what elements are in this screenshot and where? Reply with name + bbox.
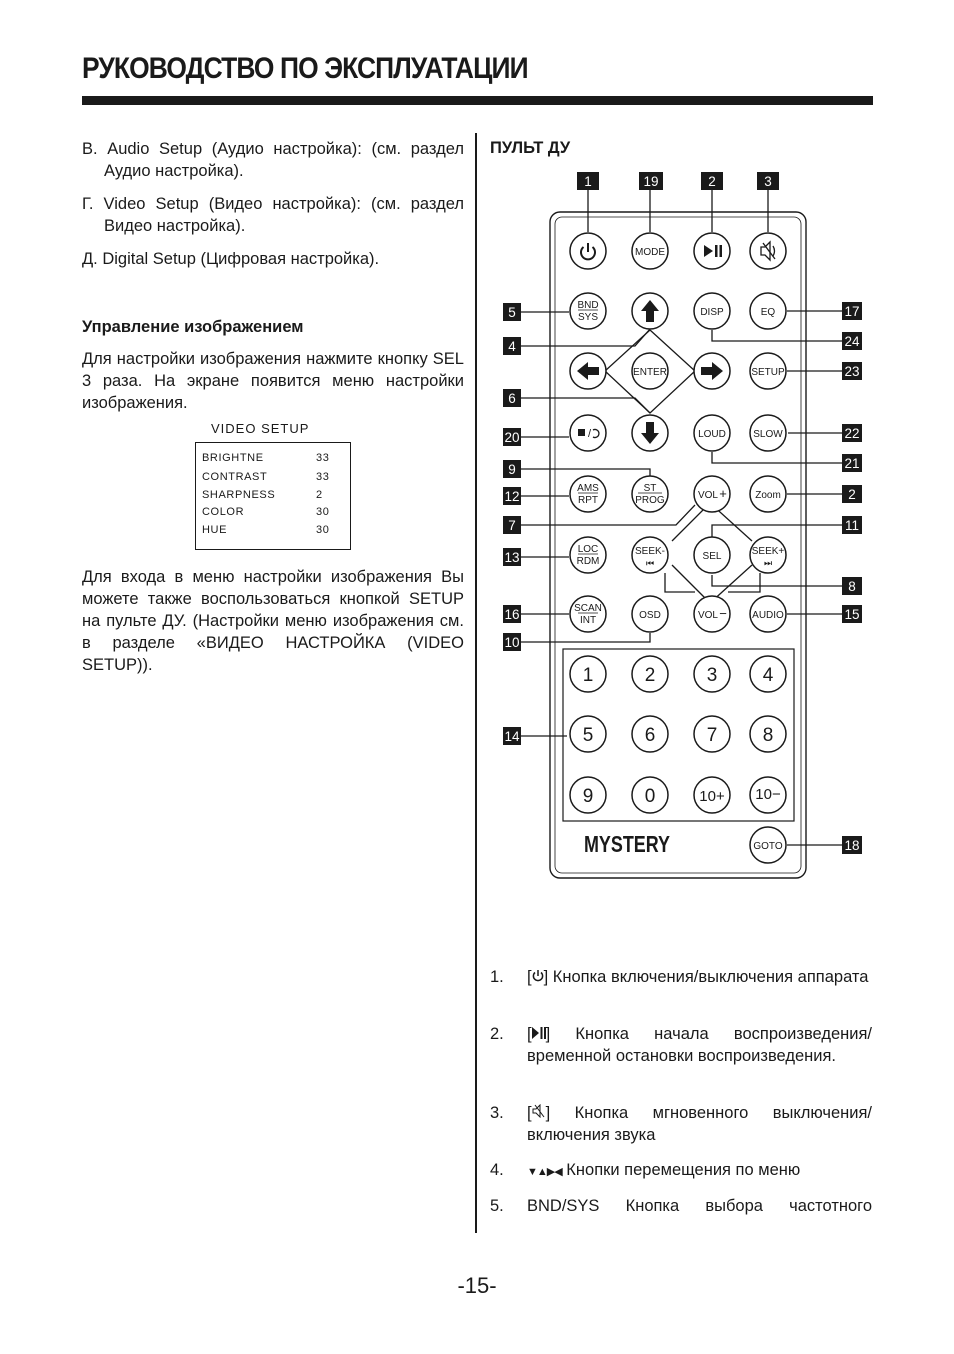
vol-up-label: VOL bbox=[697, 490, 719, 501]
callout-label: 6 bbox=[508, 391, 516, 406]
setup-item-video: Г. Video Setup (Видео настройка): (см. раздел Видео настройка). bbox=[82, 195, 464, 235]
rpt-label: RPT bbox=[578, 495, 598, 506]
page-number: -15- bbox=[457, 1273, 497, 1298]
sel-label: SEL bbox=[702, 551, 722, 562]
goto-label: GOTO bbox=[753, 841, 783, 852]
scan-int-button bbox=[570, 596, 606, 632]
seek-plus-label: SEEK+ bbox=[751, 546, 785, 557]
video-setup-row: COLOR 30 bbox=[202, 506, 330, 518]
seek-minus-label: SEEK- bbox=[634, 546, 666, 557]
callout-label: 19 bbox=[643, 174, 659, 189]
callout-label: 15 bbox=[844, 607, 860, 622]
callout-label: 10 bbox=[504, 635, 520, 650]
digit-label: 4 bbox=[762, 665, 774, 686]
remote-heading: ПУЛЬТ ДУ bbox=[490, 139, 571, 157]
callout-label: 4 bbox=[508, 339, 516, 354]
video-setup-title: VIDEO SETUP bbox=[211, 421, 310, 436]
callout-label: 14 bbox=[504, 729, 520, 744]
digit-label: 6 bbox=[644, 725, 656, 746]
callout-label: 2 bbox=[848, 487, 856, 502]
digit-label: 8 bbox=[762, 725, 774, 746]
digit-label: 2 bbox=[644, 665, 656, 686]
image-intro: Для настройки изображения нажмите кнопку SEL 3 раза. На экране появится меню настройки изображения. bbox=[82, 350, 464, 412]
power-icon bbox=[532, 969, 544, 982]
callout-label: 1 bbox=[584, 174, 592, 189]
osd-label: OSD bbox=[639, 610, 661, 621]
scan-label: SCAN bbox=[574, 603, 602, 614]
loud-label: LOUD bbox=[698, 429, 726, 440]
header-rule bbox=[82, 96, 873, 105]
bnd-sys-button bbox=[570, 293, 606, 329]
setup-item-audio: В. Audio Setup (Аудио настройка): (см. раздел Аудио настройка). bbox=[82, 140, 464, 180]
rdm-label: RDM bbox=[576, 556, 600, 567]
callout-label: 2 bbox=[708, 174, 716, 189]
ams-rpt-button bbox=[570, 476, 606, 512]
callout-label: 13 bbox=[504, 550, 520, 565]
mute-button bbox=[750, 233, 786, 269]
column-divider bbox=[475, 133, 477, 1233]
ams-label: AMS bbox=[577, 483, 599, 494]
svg-text:+: + bbox=[719, 486, 727, 501]
video-setup-row: CONTRAST 33 bbox=[202, 471, 330, 483]
mute-icon bbox=[532, 1104, 546, 1118]
legend-item: 4. ▼▲▶◀ Кнопки перемещения по меню bbox=[490, 1161, 801, 1179]
play-pause-icon bbox=[532, 1027, 546, 1039]
callout-label: 5 bbox=[508, 305, 516, 320]
video-setup-menu bbox=[195, 442, 351, 550]
loc-rdm-button bbox=[570, 537, 606, 573]
legend-item: 1. [ ] Кнопка включения/выключения аппарата bbox=[490, 968, 869, 986]
digit-label: 1 bbox=[582, 665, 594, 686]
eq-label: EQ bbox=[760, 307, 776, 318]
video-setup-row: SHARPNESS 2 bbox=[202, 489, 323, 501]
callout-label: 7 bbox=[508, 518, 516, 533]
brand-logo: MYSTERY bbox=[583, 831, 671, 858]
setup-list bbox=[82, 138, 464, 270]
callout-label: 8 bbox=[848, 579, 856, 594]
callout-label: 16 bbox=[504, 607, 520, 622]
enter-label: ENTER bbox=[633, 367, 667, 378]
int-label: INT bbox=[579, 615, 597, 626]
video-setup-row: HUE 30 bbox=[202, 524, 330, 536]
callout-label: 3 bbox=[764, 174, 772, 189]
page-title: РУКОВОДСТВО ПО ЭКСПЛУАТАЦИИ bbox=[82, 52, 528, 85]
svg-text:⏮: ⏮ bbox=[645, 558, 655, 568]
zoom-label: Zoom bbox=[755, 490, 781, 501]
remote-diagram bbox=[500, 168, 880, 908]
video-setup-row: BRIGHTNE 33 bbox=[202, 452, 330, 464]
callout-label: 21 bbox=[844, 456, 860, 471]
image-heading: Управление изображением bbox=[82, 318, 304, 336]
callout-label: 9 bbox=[508, 462, 516, 477]
setup-item-digital: Д. Digital Setup (Цифровая настройка). bbox=[82, 250, 380, 268]
sys-label: SYS bbox=[577, 312, 599, 323]
svg-text:/: / bbox=[588, 428, 592, 440]
legend-item: 2. [ ] Кнопка начала воспроизведения/временной остановки воспроизведения. bbox=[490, 1025, 873, 1065]
callout-label: 11 bbox=[844, 518, 860, 533]
callout-label: 20 bbox=[504, 430, 520, 445]
digit-label: 0 bbox=[644, 786, 656, 807]
digit-label: 10+ bbox=[699, 788, 725, 805]
digit-label: 3 bbox=[706, 665, 718, 686]
callout-label: 18 bbox=[844, 838, 860, 853]
setup-label: SETUP bbox=[751, 367, 785, 378]
slow-label: SLOW bbox=[753, 429, 783, 440]
callout-label: 24 bbox=[844, 334, 860, 349]
callout-label: 22 bbox=[844, 426, 860, 441]
bnd-label: BND bbox=[577, 300, 599, 311]
digit-label: 7 bbox=[706, 725, 718, 746]
image-note: Для входа в меню настройки изображения Вы можете также воспользоваться кнопкой SETUP на пульте ДУ. (Настройки меню изображения см. в разделе «ВИДЕО НАСТРОЙКА (VIDEO SETUP)). bbox=[82, 568, 464, 674]
disp-label: DISP bbox=[700, 307, 724, 318]
digit-label: 5 bbox=[582, 725, 594, 746]
loc-label: LOC bbox=[577, 544, 599, 555]
st-label: ST bbox=[643, 483, 657, 494]
legend-item: 3. [ ] Кнопка мгновенного выключения/включения звука bbox=[490, 1104, 872, 1144]
prog-label: PROG bbox=[635, 495, 665, 506]
nav-arrows-icon: ▼▲▶◀ bbox=[527, 1166, 562, 1178]
digit-label: 10− bbox=[755, 786, 781, 803]
st-prog-button bbox=[632, 476, 668, 512]
vol-down-label: VOL bbox=[697, 610, 719, 621]
callout-label: 12 bbox=[504, 489, 520, 504]
legend-item: 5. BND/SYS Кнопка выбора частотного bbox=[490, 1197, 872, 1215]
digit-label: 9 bbox=[582, 786, 594, 807]
mode-label: MODE bbox=[635, 247, 665, 258]
svg-text:−: − bbox=[719, 606, 727, 621]
audio-label: AUDIO bbox=[752, 610, 784, 621]
callout-label: 17 bbox=[844, 304, 860, 319]
callout-label: 23 bbox=[844, 364, 860, 379]
svg-text:⏭: ⏭ bbox=[763, 558, 773, 568]
